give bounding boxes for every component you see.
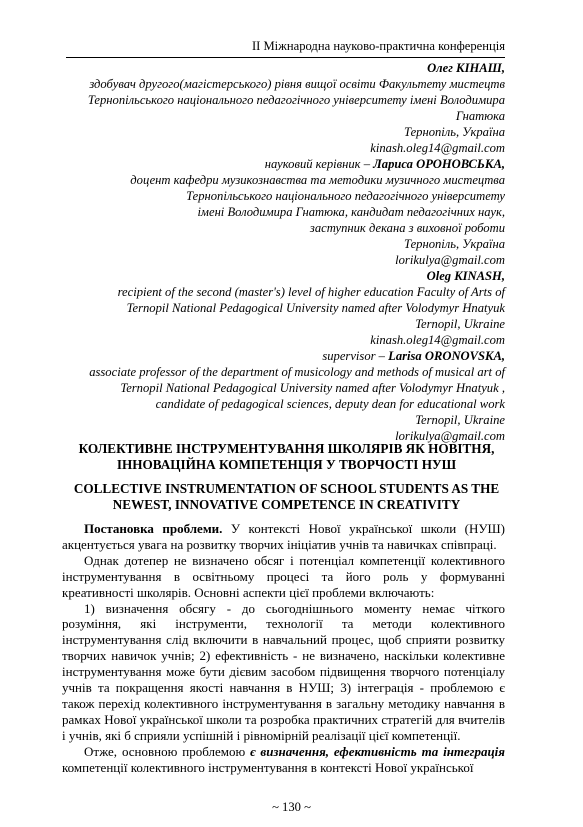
en-supervisor-email: lorikulya@gmail.com — [395, 429, 505, 443]
paragraph: 1) визначення обсягу - до сьогоднішнього моменту немає чіткого розуміння, які інструменти, технології та методи колективного інструментування слід включити в навчальний процес, щоб сприяти розвитку творчих навичок учнів; 2) ефективність - не визначено, наскільки колективне інструментування може бути дієвим засобом підвищення творчого потенціалу учнів та покращення якості навчання в НУШ; 3) інтеграція - проблемою є також перехід колективного інструментування в загальну методику навчання в рамках Нової української школи та розробка практичних стратегій для вчителів і учнів, які б сприяли успішній і рівномірній реалізації цієї компетенції. — [62, 600, 505, 743]
en-author-line: Ternopil, Ukraine — [415, 317, 505, 331]
uk-author-block — [40, 60, 505, 268]
uk-supervisor-line: заступник декана з виховної роботи — [309, 221, 505, 235]
en-supervisor-line: Ternopil National Pedagogical University named after Volodymyr Hnatyuk , — [120, 381, 505, 395]
en-supervisor-prefix: supervisor – — [322, 349, 389, 363]
uk-author-email: kinash.oleg14@gmail.com — [370, 141, 505, 155]
uk-supervisor-name: Лариса ОРОНОВСЬКА, — [373, 157, 505, 171]
uk-author-line: здобувач другого(магістерського) рівня вищої освіти Факультету мистецтв — [89, 77, 505, 91]
en-author-name: Oleg KINASH, — [426, 269, 505, 283]
running-header: ІІ Міжнародна науково-практична конференція — [251, 39, 505, 53]
paragraph: Однак дотепер не визначено обсяг і потенціал компетенції колективного інструментування в освітньому процесі та його роль у формуванні креативності школярів. Основні аспекти цієї проблеми включають: — [62, 552, 505, 600]
uk-author-line: Тернопільського національного педагогічного університету імені Володимира — [87, 93, 505, 107]
uk-supervisor-line: імені Володимира Гнатюка, кандидат педагогічних наук, — [197, 205, 505, 219]
emphasis: є визначення, ефективність та інтеграція — [250, 743, 505, 759]
uk-supervisor-prefix: науковий керівник – — [264, 157, 374, 171]
uk-supervisor-email: lorikulya@gmail.com — [395, 253, 505, 267]
header-rule — [66, 57, 505, 58]
en-author-line: Ternopil National Pedagogical University named after Volodymyr Hnatyuk — [126, 301, 505, 315]
uk-supervisor-line: доцент кафедри музикознавства та методики музичного мистецтва — [130, 173, 505, 187]
title-ukrainian: КОЛЕКТИВНЕ ІНСТРУМЕНТУВАННЯ ШКОЛЯРІВ ЯК НОВІТНЯ, ІННОВАЦІЙНА КОМПЕТЕНЦІЯ У ТВОРЧОСТІ НУШ — [78, 441, 495, 472]
en-supervisor-name: Larisa ORONOVSKA, — [388, 349, 505, 363]
uk-author-name: Олег КІНАШ, — [427, 61, 505, 75]
en-author-block — [40, 268, 505, 444]
uk-supervisor-line: Тернопіль, Україна — [404, 237, 505, 251]
body-text — [62, 521, 505, 776]
paragraph: Отже, основною проблемою є визначення, ефективність та інтеграція компетенції колективного інструментування в контексті Нової української — [62, 743, 505, 775]
en-supervisor-line: candidate of pedagogical sciences, deputy dean for educational work — [155, 397, 505, 411]
en-author-line: recipient of the second (master's) level of higher education Faculty of Arts of — [117, 285, 505, 299]
uk-author-line: Тернопіль, Україна — [404, 125, 505, 139]
uk-author-line: Гнатюка — [455, 109, 505, 123]
en-supervisor-line: Ternopil, Ukraine — [415, 413, 505, 427]
uk-supervisor-line: Тернопільського національного педагогічного університету — [186, 189, 505, 203]
section-heading: Постановка проблеми. — [84, 521, 223, 536]
paragraph: Постановка проблеми. У контексті Нової української школи (НУШ) акцентується увага на розвитку творчих ініціатив учнів та навичках співпраці. — [62, 521, 505, 552]
en-supervisor-line — [40, 348, 505, 364]
uk-supervisor-line — [40, 156, 505, 172]
title-english: COLLECTIVE INSTRUMENTATION OF SCHOOL STUDENTS AS THE NEWEST, INNOVATIVE COMPETENCE IN CREATIVITY — [73, 481, 500, 512]
page-number: ~ 130 ~ — [272, 800, 311, 814]
en-author-email: kinash.oleg14@gmail.com — [370, 333, 505, 347]
en-supervisor-line: associate professor of the department of musicology and methods of musical art of — [89, 365, 505, 379]
